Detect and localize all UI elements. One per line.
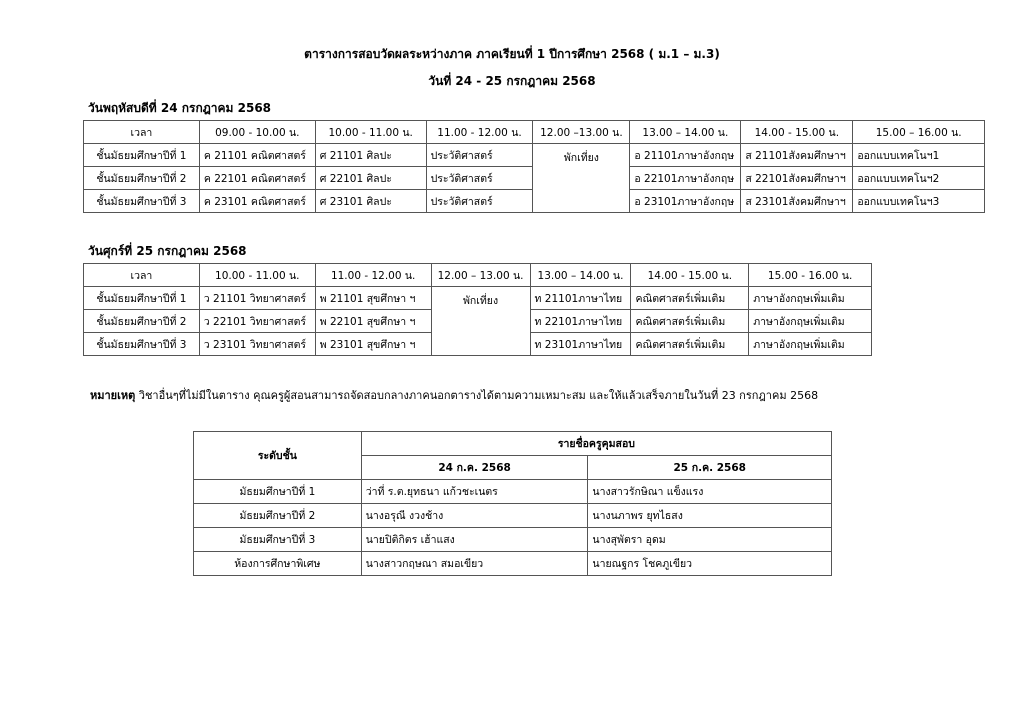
remark-label: หมายเหตุ <box>90 389 136 402</box>
subject-cell: ว 22101 วิทยาศาสตร์ <box>199 310 315 333</box>
subject-cell: ส 23101สังคมศึกษาฯ <box>741 190 853 213</box>
header-cell: เวลา <box>84 121 200 144</box>
subject-cell: ศ 23101 ศิลปะ <box>315 190 426 213</box>
subject-cell: คณิตศาสตร์เพิ่มเติม <box>631 287 749 310</box>
teacher-name-cell: นางสาวกฤษณา สมอเขียว <box>361 552 588 576</box>
grade-level-cell: มัธยมศึกษาปีที่ 2 <box>194 504 362 528</box>
subject-cell: ภาษาอังกฤษเพิ่มเติม <box>749 333 872 356</box>
subject-cell: ประวัติศาสตร์ <box>426 167 533 190</box>
subject-cell: คณิตศาสตร์เพิ่มเติม <box>631 333 749 356</box>
proctor-group-header: รายชื่อครูคุมสอบ <box>361 432 831 456</box>
subject-cell: ภาษาอังกฤษเพิ่มเติม <box>749 287 872 310</box>
level-header: ระดับชั้น <box>194 432 362 480</box>
remark-note <box>90 386 818 404</box>
remark-text: วิชาอื่นๆที่ไม่มีในตาราง คุณครูผู้สอนสามารถจัดสอบกลางภาคนอกตารางได้ตามความเหมาะสม และให้แล้วเสร็จภายในวันที่ 23 กรกฎาคม 2568 <box>135 389 819 402</box>
header-cell: 14.00 - 15.00 น. <box>741 121 853 144</box>
grade-level-cell: มัธยมศึกษาปีที่ 3 <box>194 528 362 552</box>
header-cell: 13.00 – 14.00 น. <box>530 264 631 287</box>
teacher-name-cell: ว่าที่ ร.ต.ยุทธนา แก้วชะเนตร <box>361 480 588 504</box>
header-cell: 14.00 - 15.00 น. <box>631 264 749 287</box>
header-cell: 13.00 – 14.00 น. <box>630 121 741 144</box>
grade-level-cell: ชั้นมัธยมศึกษาปีที่ 2 <box>84 310 200 333</box>
header-cell: 12.00 –13.00 น. <box>533 121 630 144</box>
table-row <box>194 552 832 576</box>
subject-cell: ศ 21101 ศิลปะ <box>315 144 426 167</box>
header-cell: 15.00 - 16.00 น. <box>749 264 872 287</box>
teacher-name-cell: นางนภาพร ยุทไธสง <box>588 504 832 528</box>
lunch-break-cell: พักเที่ยง <box>431 287 530 356</box>
subject-cell: ท 21101ภาษาไทย <box>530 287 631 310</box>
table-header-row <box>194 432 832 456</box>
subject-cell: ว 23101 วิทยาศาสตร์ <box>199 333 315 356</box>
day2-label: วันศุกร์ที่ 25 กรกฎาคม 2568 <box>88 244 247 258</box>
grade-level-cell: ชั้นมัธยมศึกษาปีที่ 3 <box>84 333 200 356</box>
grade-level-cell: มัธยมศึกษาปีที่ 1 <box>194 480 362 504</box>
subject-cell: พ 21101 สุขศึกษา ฯ <box>315 287 431 310</box>
subject-cell: อ 21101ภาษาอังกฤษ <box>630 144 741 167</box>
grade-level-cell: ห้องการศึกษาพิเศษ <box>194 552 362 576</box>
subject-cell: ประวัติศาสตร์ <box>426 190 533 213</box>
table-row <box>84 287 872 310</box>
header-cell: 09.00 - 10.00 น. <box>199 121 315 144</box>
day2-schedule-table <box>83 263 872 356</box>
date-header: 24 ก.ค. 2568 <box>361 456 588 480</box>
header-cell: 10.00 - 11.00 น. <box>315 121 426 144</box>
grade-level-cell: ชั้นมัธยมศึกษาปีที่ 1 <box>84 144 200 167</box>
subject-cell: ว 21101 วิทยาศาสตร์ <box>199 287 315 310</box>
header-cell: 12.00 – 13.00 น. <box>431 264 530 287</box>
subject-cell: ท 23101ภาษาไทย <box>530 333 631 356</box>
teacher-name-cell: นางสาวรักษิณา แข็งแรง <box>588 480 832 504</box>
subject-cell: พ 23101 สุขศึกษา ฯ <box>315 333 431 356</box>
subject-cell: ออกแบบเทคโนฯ3 <box>853 190 985 213</box>
document-title: ตารางการสอบวัดผลระหว่างภาค ภาคเรียนที่ 1 ปีการศึกษา 2568 ( ม.1 – ม.3) <box>304 47 720 61</box>
date-header: 25 ก.ค. 2568 <box>588 456 832 480</box>
subject-cell: อ 22101ภาษาอังกฤษ <box>630 167 741 190</box>
subject-cell: ท 22101ภาษาไทย <box>530 310 631 333</box>
document-subtitle-dates: วันที่ 24 - 25 กรกฎาคม 2568 <box>428 74 596 88</box>
subject-cell: อ 23101ภาษาอังกฤษ <box>630 190 741 213</box>
proctor-teachers-table <box>193 431 832 576</box>
teacher-name-cell: นายณฐกร โชคภูเขียว <box>588 552 832 576</box>
header-cell: 11.00 - 12.00 น. <box>426 121 533 144</box>
header-cell: 15.00 – 16.00 น. <box>853 121 985 144</box>
header-cell: 10.00 - 11.00 น. <box>199 264 315 287</box>
subject-cell: ออกแบบเทคโนฯ2 <box>853 167 985 190</box>
header-cell: เวลา <box>84 264 200 287</box>
subject-cell: ประวัติศาสตร์ <box>426 144 533 167</box>
subject-cell: ค 21101 คณิตศาสตร์ <box>199 144 315 167</box>
lunch-break-cell: พักเที่ยง <box>533 144 630 213</box>
header-cell: 11.00 - 12.00 น. <box>315 264 431 287</box>
grade-level-cell: ชั้นมัธยมศึกษาปีที่ 1 <box>84 287 200 310</box>
grade-level-cell: ชั้นมัธยมศึกษาปีที่ 2 <box>84 167 200 190</box>
subject-cell: ส 22101สังคมศึกษาฯ <box>741 167 853 190</box>
subject-cell: ภาษาอังกฤษเพิ่มเติม <box>749 310 872 333</box>
table-row <box>84 144 985 167</box>
subject-cell: ศ 22101 ศิลปะ <box>315 167 426 190</box>
grade-level-cell: ชั้นมัธยมศึกษาปีที่ 3 <box>84 190 200 213</box>
table-row <box>194 504 832 528</box>
subject-cell: คณิตศาสตร์เพิ่มเติม <box>631 310 749 333</box>
table-header-row <box>84 121 985 144</box>
table-row <box>194 480 832 504</box>
teacher-name-cell: นางอรุณี งวงช้าง <box>361 504 588 528</box>
subject-cell: ค 22101 คณิตศาสตร์ <box>199 167 315 190</box>
subject-cell: พ 22101 สุขศึกษา ฯ <box>315 310 431 333</box>
table-row <box>194 528 832 552</box>
teacher-name-cell: นายปิติกิตร เฮ้าแสง <box>361 528 588 552</box>
day1-schedule-table <box>83 120 985 213</box>
teacher-name-cell: นางสุพัตรา อุดม <box>588 528 832 552</box>
subject-cell: ออกแบบเทคโนฯ1 <box>853 144 985 167</box>
table-header-row <box>84 264 872 287</box>
day1-label: วันพฤหัสบดีที่ 24 กรกฎาคม 2568 <box>88 101 272 115</box>
subject-cell: ส 21101สังคมศึกษาฯ <box>741 144 853 167</box>
subject-cell: ค 23101 คณิตศาสตร์ <box>199 190 315 213</box>
